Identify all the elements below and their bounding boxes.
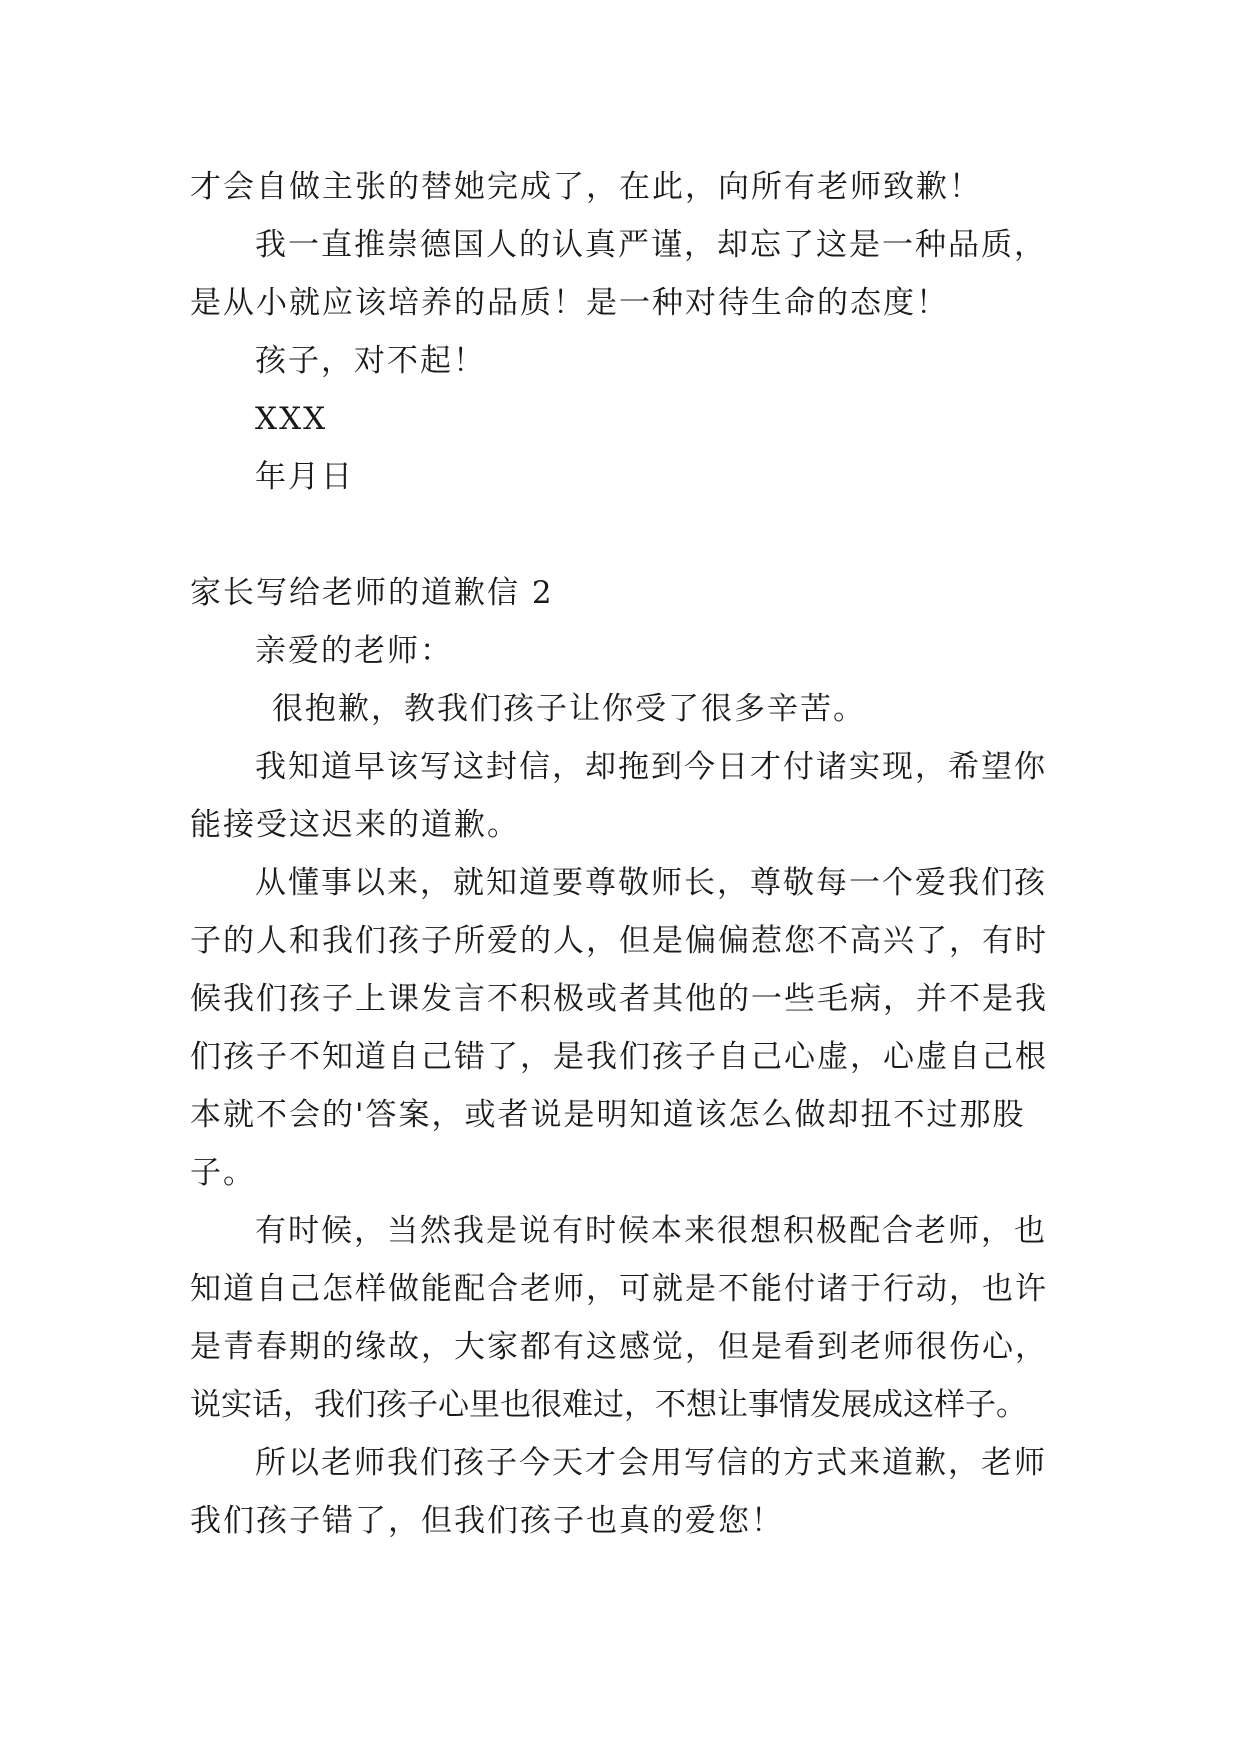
closing-line: 孩子，对不起！ <box>255 343 486 379</box>
signature-name: XXX <box>255 401 328 437</box>
letter-title: 家长写给老师的道歉信 2 <box>190 575 554 611</box>
paragraph-line: 很抱歉，教我们孩子让你受了很多辛苦。 <box>272 691 866 727</box>
paragraph-line: 们孩子不知道自己错了，是我们孩子自己心虚，心虚自己根 <box>190 1039 1048 1075</box>
paragraph-line: 有时候，当然我是说有时候本来很想积极配合老师，也 <box>255 1213 1047 1249</box>
paragraph-line: 我们孩子错了，但我们孩子也真的爱您！ <box>190 1503 784 1539</box>
paragraph-line: 子。 <box>190 1155 256 1191</box>
salutation: 亲爱的老师： <box>255 633 453 669</box>
paragraph-line: 子的人和我们孩子所爱的人，但是偏偏惹您不高兴了，有时 <box>190 923 1048 959</box>
signature-date: 年月日 <box>255 459 354 495</box>
paragraph-line: 从懂事以来，就知道要尊敬师长，尊敬每一个爱我们孩 <box>255 865 1047 901</box>
paragraph-line: 能接受这迟来的道歉。 <box>190 807 520 843</box>
paragraph-line: 候我们孩子上课发言不积极或者其他的一些毛病，并不是我 <box>190 981 1048 1017</box>
paragraph-line: 是青春期的缘故，大家都有这感觉，但是看到老师很伤心， <box>190 1329 1048 1365</box>
paragraph-line: 我一直推崇德国人的认真严谨，却忘了这是一种品质， <box>255 227 1047 263</box>
paragraph-line: 所以老师我们孩子今天才会用写信的方式来道歉，老师 <box>255 1445 1047 1481</box>
paragraph-line: 我知道早该写这封信，却拖到今日才付诸实现，希望你 <box>255 749 1047 785</box>
paragraph-line: 说实话，我们孩子心里也很难过，不想让事情发展成这样子。 <box>190 1387 1027 1423</box>
paragraph-line: 本就不会的'答案，或者说是明知道该怎么做却扭不过那股 <box>190 1097 1026 1133</box>
paragraph-line: 才会自做主张的替她完成了，在此，向所有老师致歉！ <box>190 169 982 205</box>
paragraph-line: 知道自己怎样做能配合老师，可就是不能付诸于行动，也许 <box>190 1271 1048 1307</box>
paragraph-line: 是从小就应该培养的品质！是一种对待生命的态度！ <box>190 285 949 321</box>
